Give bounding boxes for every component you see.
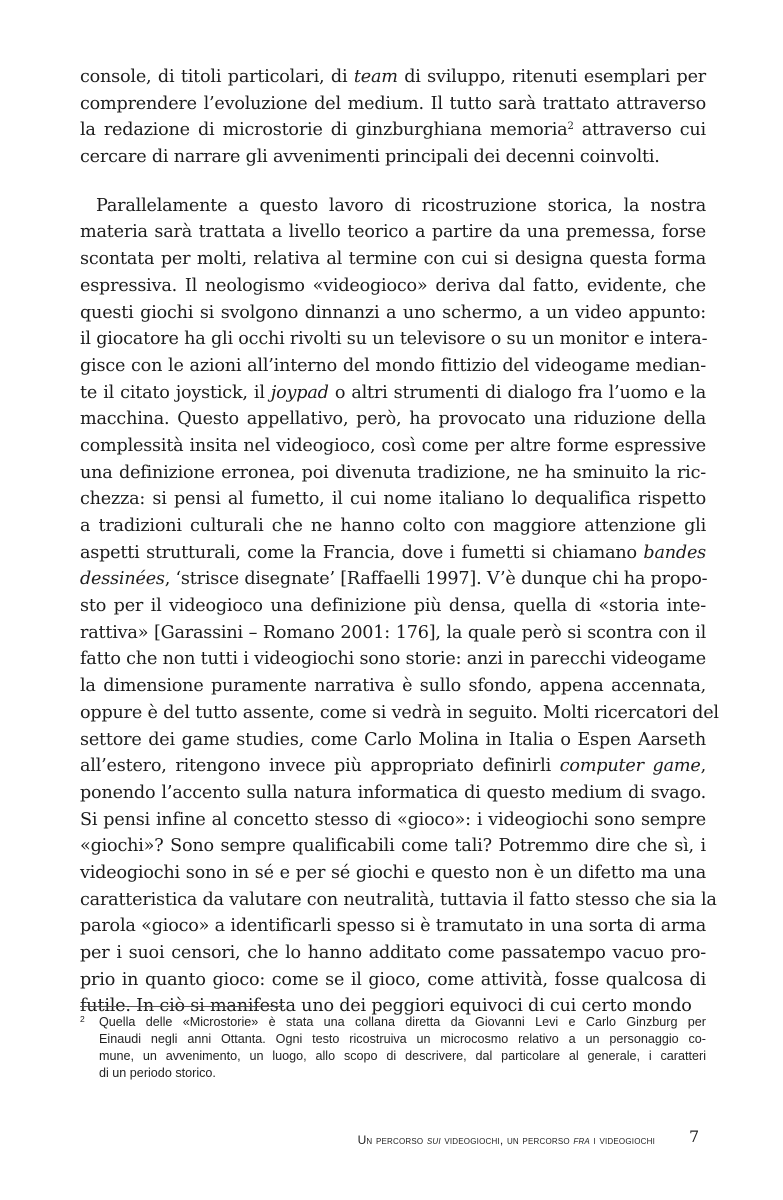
text-line: espressiva. Il neologismo «videogioco» deriva dal fatto, evidente, che: [80, 275, 706, 296]
text-line: questi giochi si svolgono dinnanzi a uno schermo, a un video appunto:: [80, 302, 706, 323]
text-line: aspetti strutturali, come la Francia, dove i fumetti si chiamano bandes: [80, 542, 706, 563]
text-line: settore dei game studies, come Carlo Molina in Italia o Espen Aarseth: [80, 729, 706, 750]
text-line: Parallelamente a questo lavoro di ricostruzione storica, la nostra: [96, 195, 706, 216]
text-line: il giocatore ha gli occhi rivolti su un televisore o su un monitor e intera-: [80, 329, 708, 350]
footnote-line: di un periodo storico.: [99, 1066, 216, 1080]
text-line: parola «gioco» a identificarli spesso si è tramutato in una sorta di arma: [80, 916, 706, 937]
page-number: 7: [689, 1127, 700, 1146]
text-line: la redazione di microstorie di ginzburghiana memoria$^2$ attraverso cui: [80, 120, 706, 141]
text-line: all’estero, ritengono invece più appropriato definirli computer game,: [80, 756, 706, 777]
running-head-italic: sui: [426, 1133, 441, 1147]
main-text: [80, 64, 719, 1020]
text-line: «giochi»? Sono sempre qualificabili come tali? Potremmo dire che sì, i: [80, 836, 706, 857]
footnote-line: Einaudi negli anni Ottanta. Ogni testo ricostruiva un microcosmo relativo a un personaggio co-: [99, 1032, 706, 1046]
running-head-part: Un percorso: [357, 1133, 427, 1147]
text-line: videogiochi sono in sé e per sé giochi e questo non è un difetto ma una: [80, 862, 706, 883]
text-line: caratteristica da valutare con neutralità, tuttavia il fatto stesso che sia la: [80, 889, 717, 910]
paragraph-gap: [80, 171, 706, 193]
text-line: comprendere l’evoluzione del medium. Il tutto sarà trattato attraverso: [80, 93, 706, 114]
text-line: una definizione erronea, poi divenuta tradizione, ne ha sminuito la ric-: [80, 462, 706, 483]
text-line: dessinées, ‘strisce disegnate’ [Raffaelli 1997]. V’è dunque chi ha propo-: [80, 569, 708, 590]
text-line: la dimensione puramente narrativa è sullo sfondo, appena accennata,: [80, 676, 706, 697]
text-line: ponendo l’accento sulla natura informatica di questo medium di svago.: [80, 782, 706, 803]
footnote-line: Quella delle «Microstorie» è stata una collana diretta da Giovanni Levi e Carlo Ginzburg per: [99, 1015, 706, 1029]
text-line: rattiva» [Garassini – Romano 2001: 176], la quale però si scontra con il: [80, 622, 706, 643]
text-line: complessità insita nel videogioco, così come per altre forme espressive: [80, 435, 706, 456]
running-head-part: videogiochi, un percorso: [440, 1133, 574, 1147]
text-line: materia sarà trattata a livello teorico a partire da una premessa, forse: [80, 222, 706, 243]
running-head-italic: fra: [573, 1133, 590, 1147]
text-line: macchina. Questo appellativo, però, ha provocato una riduzione della: [80, 409, 706, 430]
text-line: chezza: si pensi al fumetto, il cui nome italiano lo dequalifica rispetto: [80, 489, 706, 510]
footnote-text: [99, 1014, 706, 1082]
running-head: [358, 1133, 655, 1147]
footnote: [80, 1014, 706, 1082]
paragraph-2: [80, 193, 719, 1020]
text-line: a tradizioni culturali che ne hanno colto con maggiore attenzione gli: [80, 516, 706, 536]
text-line: oppure è del tutto assente, come si vedrà in seguito. Molti ricercatori del: [80, 702, 719, 723]
footnote-number: 2: [80, 1014, 85, 1024]
footnote-rule: [80, 1006, 284, 1007]
text-line: futile. In ciò si manifesta uno dei peggiori equivoci di cui certo mondo: [80, 996, 692, 1017]
footnote-line: mune, un avvenimento, un luogo, allo scopo di descrivere, dal particolare al generale, i caratteri: [99, 1049, 706, 1063]
text-line: cercare di narrare gli avvenimenti principali dei decenni coinvolti.: [80, 147, 660, 168]
footnote-reference: 2: [567, 121, 574, 133]
text-line: te il citato joystick, il joypad o altri strumenti di dialogo fra l’uomo e la: [80, 382, 707, 403]
text-line: prio in quanto gioco: come se il gioco, come attività, fosse qualcosa di: [80, 969, 706, 990]
text-line: per i suoi censori, che lo hanno additato come passatempo vacuo pro-: [80, 943, 706, 963]
text-line: Si pensi infine al concetto stesso di «gioco»: i videogiochi sono sempre: [80, 809, 706, 830]
text-line: sto per il videogioco una definizione più densa, quella di «storia inte-: [80, 596, 706, 617]
text-line: gisce con le azioni all’interno del mondo fittizio del videogame median-: [80, 355, 706, 376]
running-head-part: i videogiochi: [589, 1133, 655, 1147]
text-line: scontata per molti, relativa al termine con cui si designa questa forma: [80, 249, 706, 270]
text-line: console, di titoli particolari, di team di sviluppo, ritenuti esemplari per: [80, 67, 706, 87]
text-line: fatto che non tutti i videogiochi sono storie: anzi in parecchi videogame: [80, 649, 706, 670]
paragraph-1: [80, 64, 706, 171]
